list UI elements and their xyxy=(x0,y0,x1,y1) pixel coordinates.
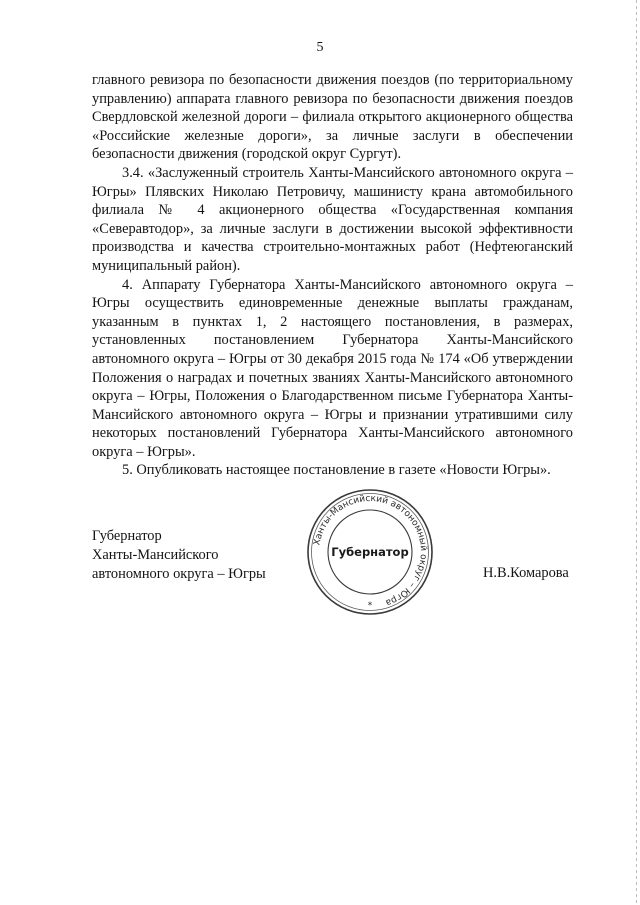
page-number: 5 xyxy=(316,40,324,55)
signatory-title-line: Губернатор xyxy=(92,528,162,544)
paragraph-5: 5. Опубликовать настоящее постановление в газете «Новости Югры». xyxy=(122,462,551,479)
signatory-title xyxy=(92,527,266,584)
signatory-title-line: автономного округа – Югры xyxy=(92,566,266,582)
signatory-title-line: Ханты-Мансийского xyxy=(92,547,219,563)
document-body xyxy=(92,71,573,480)
seal-ring-text: Ханты-Мансийский автономный округ – Югра xyxy=(312,493,429,608)
seal-star: * xyxy=(367,601,373,611)
paragraph-continuation: главного ревизора по безопасности движения поездов (по территориальному управлению) аппарата главного ревизора по безопасности движения поездов Свердловской железной дороги – филиала открытого акционерного общества «Российские железные дороги», за личные заслуги в обеспечении безопасности движения (городской округ Сургут). xyxy=(92,72,573,163)
official-seal xyxy=(305,487,435,617)
paragraph-4: 4. Аппарату Губернатора Ханты-Мансийского автономного округа – Югры осуществить единовременные денежные выплаты гражданам, указанным в пунктах 1, 2 настоящего постановления, в размерах, установленных постановлением Губернатора Ханты-Мансийского автономного округа – Югры от 30 декабря 2015 года № 174 «Об утверждении Положения о наградах и почетных званиях Ханты-Мансийского автономного округа – Югры, Положения о Благодарственном письме Губернатора Ханты-Мансийского автономного округа – Югры и признании утратившими силу некоторых постановлений Губернатора Ханты-Мансийского автономного округа – Югры». xyxy=(92,276,573,460)
scan-edge xyxy=(636,0,637,905)
paragraph-3-4: 3.4. «Заслуженный строитель Ханты-Мансийского автономного округа – Югры» Плявских Николаю Петровичу, машинисту крана автомобильного филиала № 4 акционерного общества «Государственная компания «Северавтодор», за личные заслуги в достижении высокой эффективности производства и качества строительно-монтажных работ (Нефтеюганский муниципальный район). xyxy=(92,164,573,274)
seal-center-text: Губернатор xyxy=(331,545,409,559)
signatory-name: Н.В.Комарова xyxy=(483,565,569,581)
